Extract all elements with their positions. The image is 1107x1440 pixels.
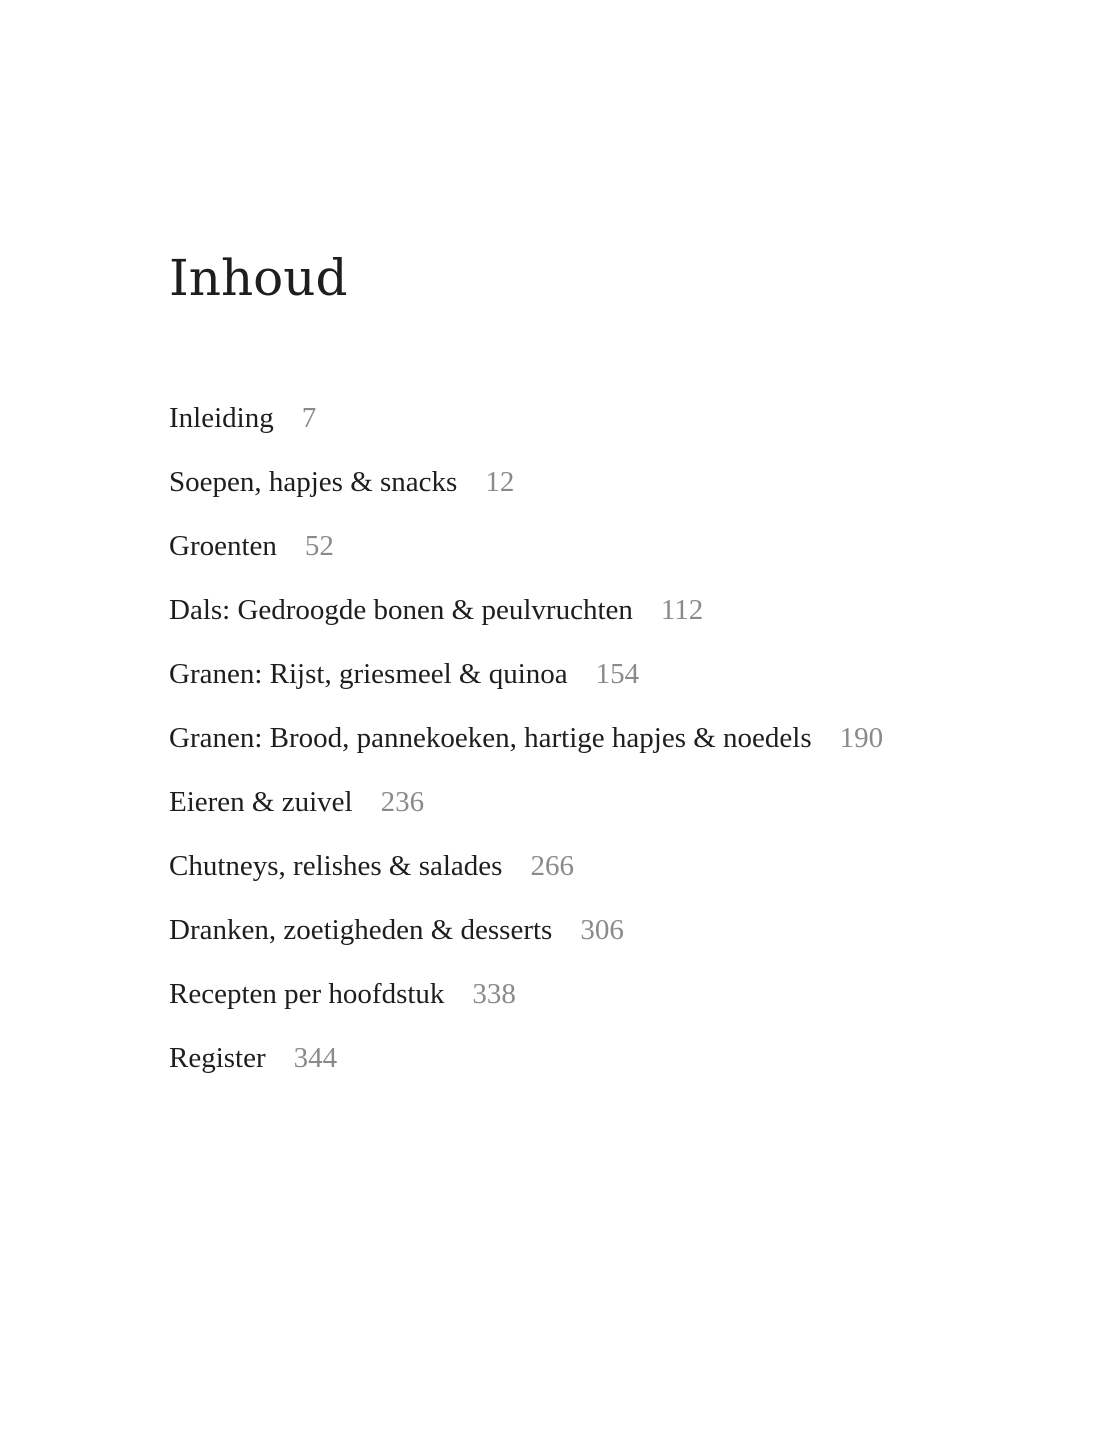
table-of-contents [169,398,1069,1102]
toc-entry-label: Dranken, zoetigheden & desserts [169,914,553,946]
toc-entry-label: Groenten [169,530,277,562]
toc-entry-label: Eieren & zuivel [169,786,353,818]
toc-entry-page-number: 112 [660,594,704,626]
toc-entry-page-number: 338 [472,978,516,1010]
toc-entry-eieren [169,782,1069,846]
toc-entry-page-number: 190 [839,722,884,754]
toc-entry-page-number: 344 [293,1042,338,1074]
toc-entry-granen-brood [169,718,1069,782]
toc-entry-page-number: 306 [580,914,624,946]
toc-entry-label: Recepten per hoofdstuk [169,978,445,1010]
toc-entry-groenten [169,526,1069,590]
toc-entry-dals [169,590,1069,654]
toc-entry-soepen [169,462,1069,526]
toc-entry-label: Inleiding [169,402,274,434]
toc-entry-chutneys [169,846,1069,910]
toc-entry-dranken [169,910,1069,974]
toc-entry-page-number: 12 [485,466,515,498]
toc-entry-label: Register [169,1042,266,1074]
toc-entry-label: Granen: Rijst, griesmeel & quinoa [169,658,568,690]
page-title: Inhoud [169,249,348,307]
toc-entry-recepten [169,974,1069,1038]
toc-entry-page-number: 266 [530,850,574,882]
toc-entry-granen-rijst [169,654,1069,718]
toc-entry-page-number: 52 [304,530,334,562]
toc-entry-label: Soepen, hapjes & snacks [169,466,458,498]
toc-entry-inleiding [169,398,1069,462]
toc-entry-register [169,1038,1069,1102]
toc-entry-page-number: 7 [301,402,317,434]
toc-entry-label: Dals: Gedroogde bonen & peulvruchten [169,594,633,626]
toc-entry-label: Chutneys, relishes & salades [169,850,503,882]
toc-entry-page-number: 236 [380,786,425,818]
toc-entry-page-number: 154 [595,658,640,690]
toc-entry-label: Granen: Brood, pannekoeken, hartige hapjes & noedels [169,722,812,754]
